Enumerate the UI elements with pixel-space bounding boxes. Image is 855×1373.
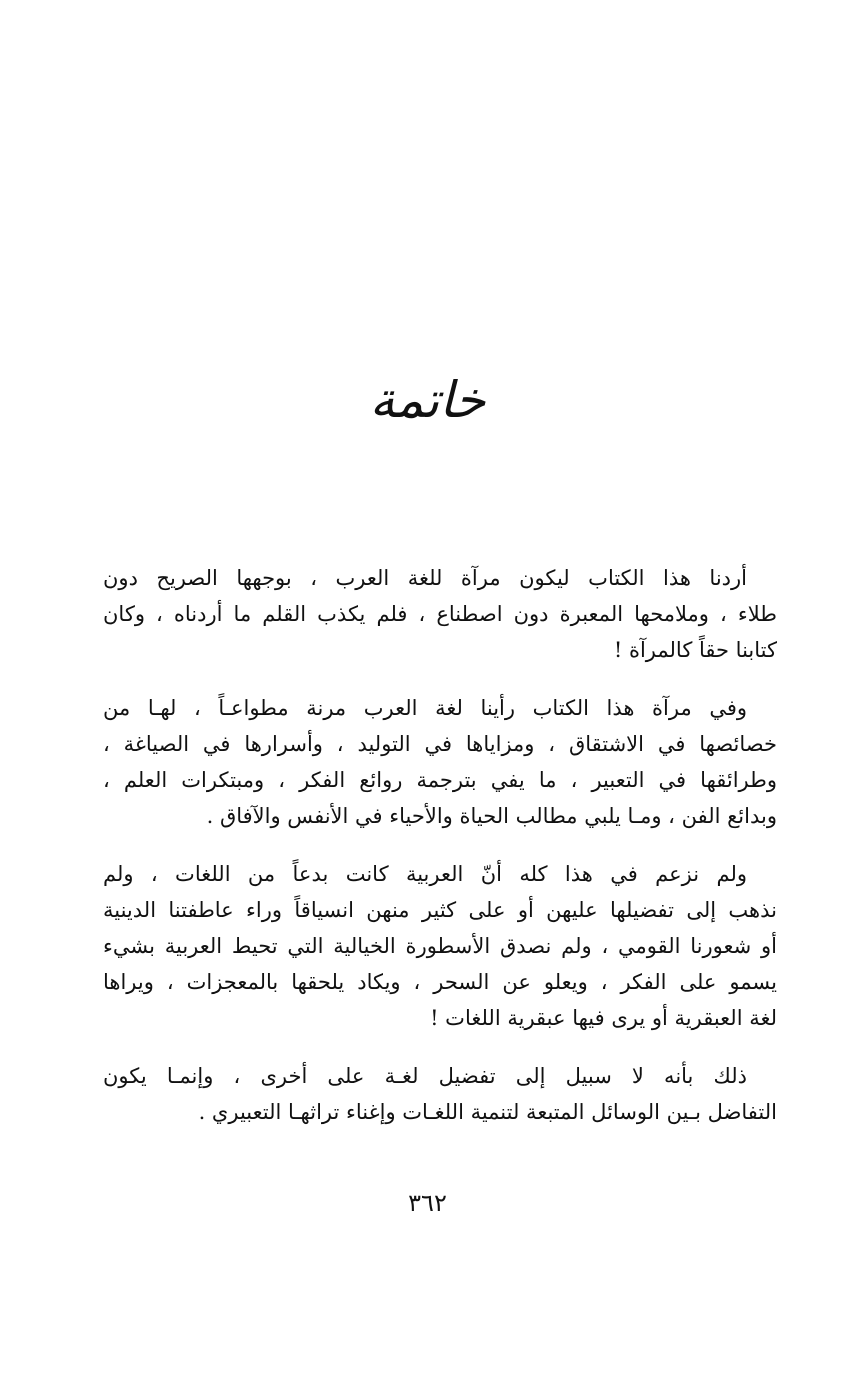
- text-line: خصائصها في الاشتقاق ، ومزاياها في التوليد ، وأسرارها في الصياغة ،: [103, 732, 777, 756]
- paragraph-1: [103, 560, 777, 668]
- paragraph-3: [103, 856, 777, 1036]
- text-line: وبدائع الفن ، ومـا يلبي مطالب الحياة والأحياء في الأنفس والآفاق .: [206, 804, 777, 828]
- text-line: أو شعورنا القومي ، ولم نصدق الأسطورة الخيالية التي تحيط العربية بشيء: [103, 934, 777, 958]
- body-text: [103, 560, 777, 1152]
- text-line: يسمو على الفكر ، ويعلو عن السحر ، ويكاد يلحقها بالمعجزات ، ويراها: [103, 970, 777, 994]
- page-number: ٣٦٢: [408, 1189, 447, 1217]
- chapter-title: خاتمة: [369, 371, 486, 429]
- text-line: ذلك بأنه لا سبيل إلى تفضيل لغـة على أخرى ، وإنمـا يكون: [103, 1064, 748, 1088]
- text-line: وفي مرآة هذا الكتاب رأينا لغة العرب مرنة مطواعـاً ، لهـا من: [103, 696, 747, 720]
- text-line: التفاضل بـين الوسائل المتبعة لتنمية اللغـات وإغناء تراثهـا التعبيري .: [198, 1100, 777, 1124]
- text-line: نذهب إلى تفضيلها عليهن أو على كثير منهن انسياقاً وراء عاطفتنا الدينية: [103, 898, 777, 922]
- paragraph-4: [103, 1058, 777, 1130]
- text-line: طلاء ، وملامحها المعبرة دون اصطناع ، فلم يكذب القلم ما أردناه ، وكان: [103, 602, 777, 626]
- text-line: لغة العبقرية أو يرى فيها عبقرية اللغات !: [430, 1006, 777, 1030]
- text-line: ولم نزعم في هذا كله أنّ العربية كانت بدعاً من اللغات ، ولم: [103, 862, 747, 886]
- text-line: أردنا هذا الكتاب ليكون مرآة للغة العرب ، بوجهها الصريح دون: [103, 566, 747, 590]
- paragraph-2: [103, 690, 777, 834]
- text-line: كتابنا حقاً كالمرآة !: [613, 638, 777, 662]
- text-line: وطرائقها في التعبير ، ما يفي بترجمة روائع الفكر ، ومبتكرات العلم ،: [103, 768, 777, 792]
